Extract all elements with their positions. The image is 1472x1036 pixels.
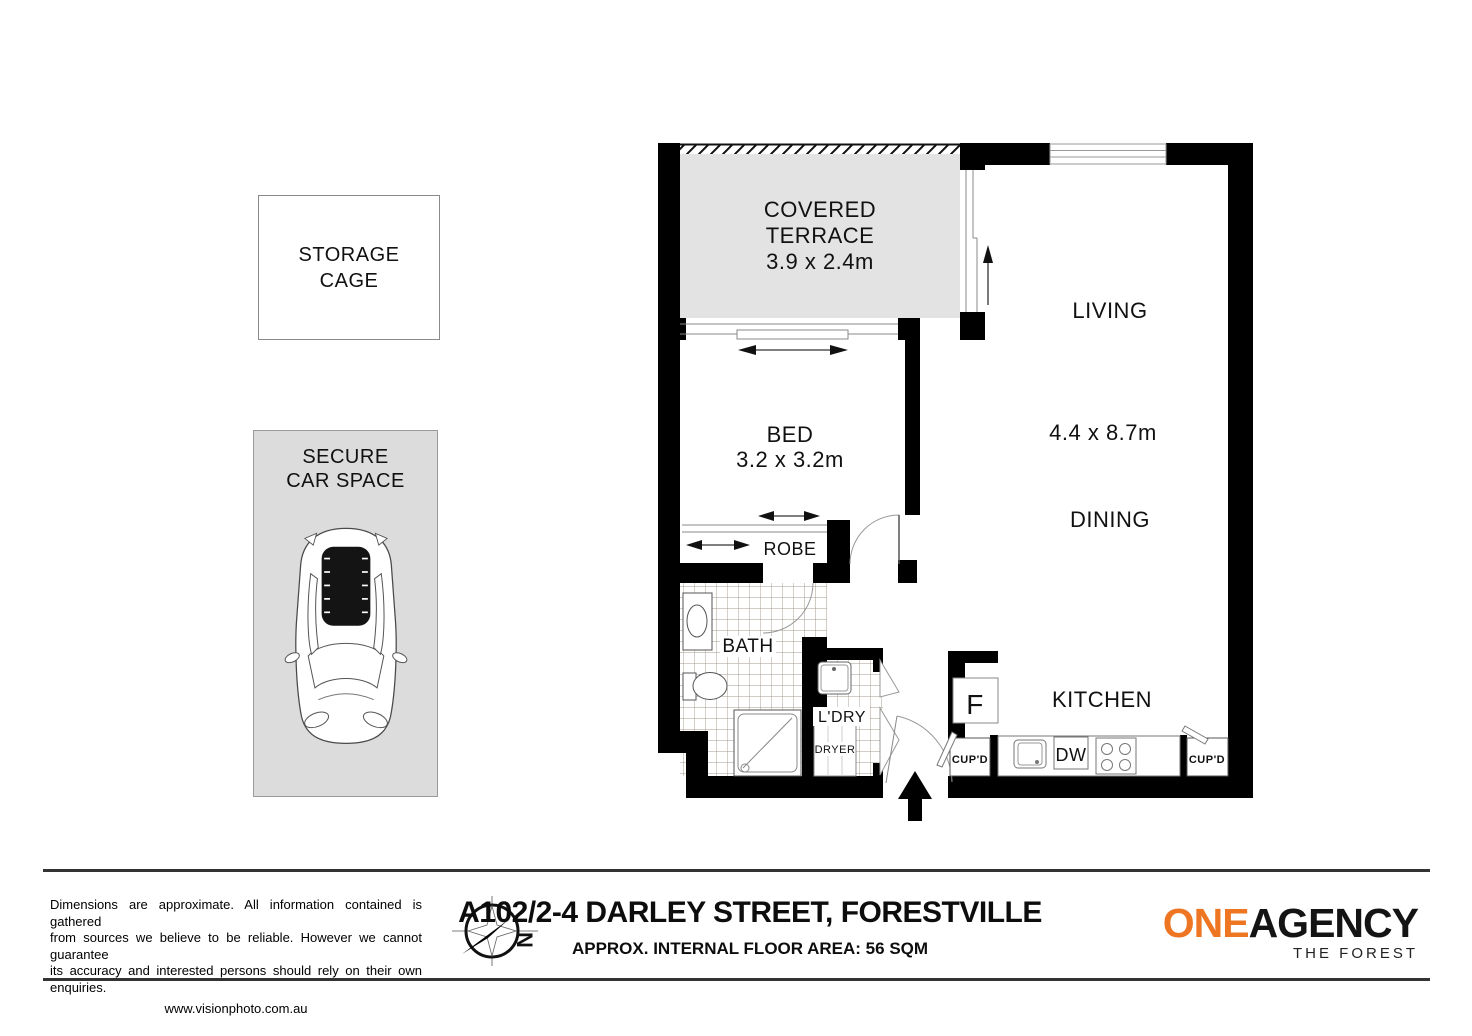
- secure-car-space-box: [253, 430, 438, 797]
- bed-window: [680, 324, 898, 339]
- fridge-label: F: [966, 689, 984, 720]
- logo-agency: AGENCY: [1248, 900, 1418, 946]
- robe-slide-arrow-top: [758, 511, 820, 521]
- robe-label: ROBE: [763, 539, 817, 559]
- disclaimer-line: from sources we believe to be reliable. However we cannot guarantee: [50, 930, 422, 962]
- storage-cage-label-line2: CAGE: [319, 269, 379, 292]
- disclaimer-line: Dimensions are approximate. All information contained is gathered: [50, 897, 422, 929]
- terrace-sliding-door: [966, 170, 977, 312]
- laundry-bifold-doors: [880, 660, 899, 775]
- cupboard-left-label: CUP'D: [951, 754, 989, 766]
- footer-divider-top: [43, 869, 1430, 872]
- bed-dims: 3.2 x 3.2m: [736, 447, 844, 472]
- car-top-view-icon: [283, 499, 409, 771]
- title-block: [440, 896, 1060, 959]
- terrace-hatch-edge: [680, 145, 960, 154]
- storage-cage-box: [258, 195, 440, 340]
- bedroom-door: [850, 515, 899, 564]
- entry-door: [886, 716, 952, 783]
- door-direction-arrow: [983, 245, 993, 305]
- robe-slide-arrow-inner: [686, 540, 750, 550]
- cooktop: [1096, 738, 1136, 774]
- disclaimer: [50, 897, 422, 1018]
- terrace-label-line2: TERRACE: [765, 223, 875, 248]
- car-space-label: [286, 431, 405, 493]
- floor-area-subtitle: APPROX. INTERNAL FLOOR AREA: 56 SQM: [571, 939, 929, 958]
- bed-label: BED: [766, 422, 814, 447]
- dishwasher-label: DW: [1055, 745, 1087, 765]
- logo-one: ONE: [1162, 900, 1249, 946]
- bed-window-slide-arrow: [738, 345, 848, 355]
- address-title: A102/2-4 DARLEY STREET, FORESTVILLE: [458, 896, 1042, 929]
- laundry-tub: [818, 662, 851, 694]
- terrace-dims: 3.9 x 2.4m: [766, 249, 874, 274]
- kitchen-label: KITCHEN: [1051, 687, 1153, 712]
- agency-logo: [1150, 900, 1418, 962]
- compass-north-letter: N: [512, 932, 537, 948]
- terrace-label-line1: COVERED: [763, 197, 877, 222]
- living-dims: 4.4 x 8.7m: [1049, 420, 1157, 445]
- living-window: [1050, 144, 1166, 164]
- cupboard-right-label: CUP'D: [1188, 754, 1226, 766]
- logo-tagline: THE FOREST: [1292, 945, 1418, 962]
- bath-label: BATH: [722, 636, 774, 657]
- car-space-label-line2: CAR SPACE: [286, 470, 405, 492]
- storage-cage-label-line1: STORAGE: [298, 243, 400, 266]
- entry-arrow: [898, 771, 932, 821]
- basin: [687, 605, 707, 637]
- floor-plan: [650, 135, 1260, 830]
- website-url: www.visionphoto.com.au: [164, 1001, 308, 1016]
- dining-label: DINING: [1070, 507, 1150, 532]
- toilet-bowl: [693, 673, 727, 700]
- disclaimer-line: its accuracy and interested persons should rely on their own enquiries.: [50, 963, 422, 995]
- laundry-label: L'DRY: [818, 709, 866, 726]
- dryer-label: DRYER: [814, 744, 856, 756]
- car-space-label-line1: SECURE: [302, 446, 389, 468]
- living-label: LIVING: [1072, 298, 1148, 323]
